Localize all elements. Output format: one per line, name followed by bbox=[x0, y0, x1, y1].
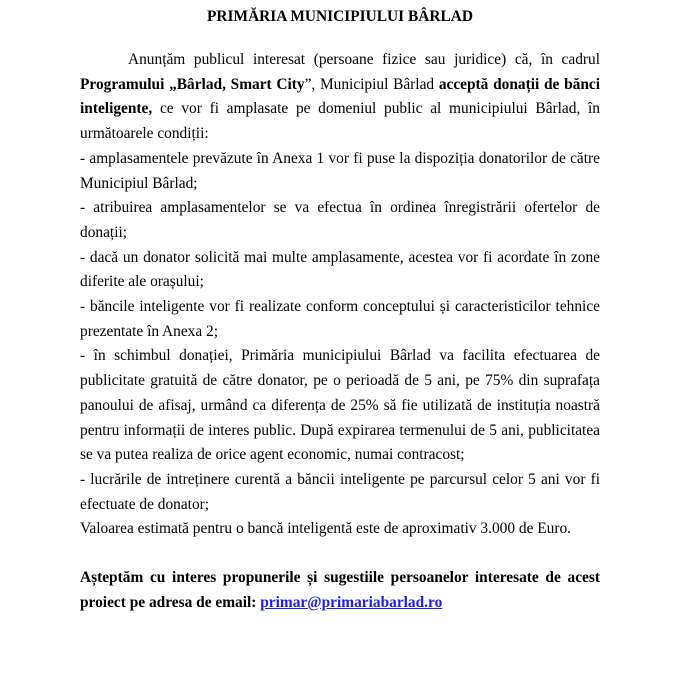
intro-paragraph bbox=[80, 48, 600, 147]
intro-text-3: ce vor fi amplasate pe domeniul public al municipiului Bârlad, în următoarele condiții: bbox=[80, 100, 600, 143]
document-page bbox=[80, 6, 600, 615]
condition-item: - dacă un donator solicită mai multe amplasamente, acestea vor fi acordate în zone diferite ale orașului; bbox=[80, 248, 600, 291]
condition-item: - atribuirea amplasamentelor se va efectua în ordinea înregistrării ofertelor de donații; bbox=[80, 199, 600, 241]
program-name: Programului „Bârlad, Smart City bbox=[80, 75, 305, 93]
page-title: PRIMĂRIA MUNICIPIULUI BÂRLAD bbox=[207, 8, 473, 25]
condition-item: - în schimbul donației, Primăria municipiului Bârlad va facilita efectuarea de publicitate gratuită de către donator, pe o perioadă de 5 ani, pe 75% din suprafața panoului de afisaj, urmând ca diferența de 25% să fie utilizată de instituția noastră pentru informații de interes public. După expirarea termenului de 5 ani, publicitatea se va putea realiza de orice agent economic, numai contracost; bbox=[80, 347, 600, 464]
condition-item: - băncile inteligente vor fi realizate conform conceptului și caracteristicilor tehnice prezentate în Anexa 2; bbox=[80, 298, 600, 340]
accepts-donations: acceptă donații de bănci inteligente, bbox=[80, 75, 600, 118]
email-link[interactable]: primar@primariabarlad.ro bbox=[260, 593, 443, 611]
condition-item: - lucrările de intreținere curentă a băncii inteligente pe parcursul celor 5 ani vor fi efectuate de donator; bbox=[80, 470, 600, 513]
closing-text: Așteptăm cu interes propunerile și sugestiile persoanelor interesate de acest proiect pe adresa de email: bbox=[80, 569, 600, 611]
estimate-paragraph: Valoarea estimată pentru o bancă inteligentă este de aproximativ 3.000 de Euro. bbox=[80, 520, 572, 538]
intro-text-2: ”, Municipiul Bârlad bbox=[304, 75, 439, 93]
condition-item: - amplasamentele prevăzute în Anexa 1 vor fi puse la dispoziția donatorilor de către Municipiul Bârlad; bbox=[80, 149, 600, 192]
closing-paragraph bbox=[80, 566, 600, 615]
intro-text-1: Anunțăm publicul interesat (persoane fizice sau juridice) că, în cadrul bbox=[128, 51, 600, 68]
